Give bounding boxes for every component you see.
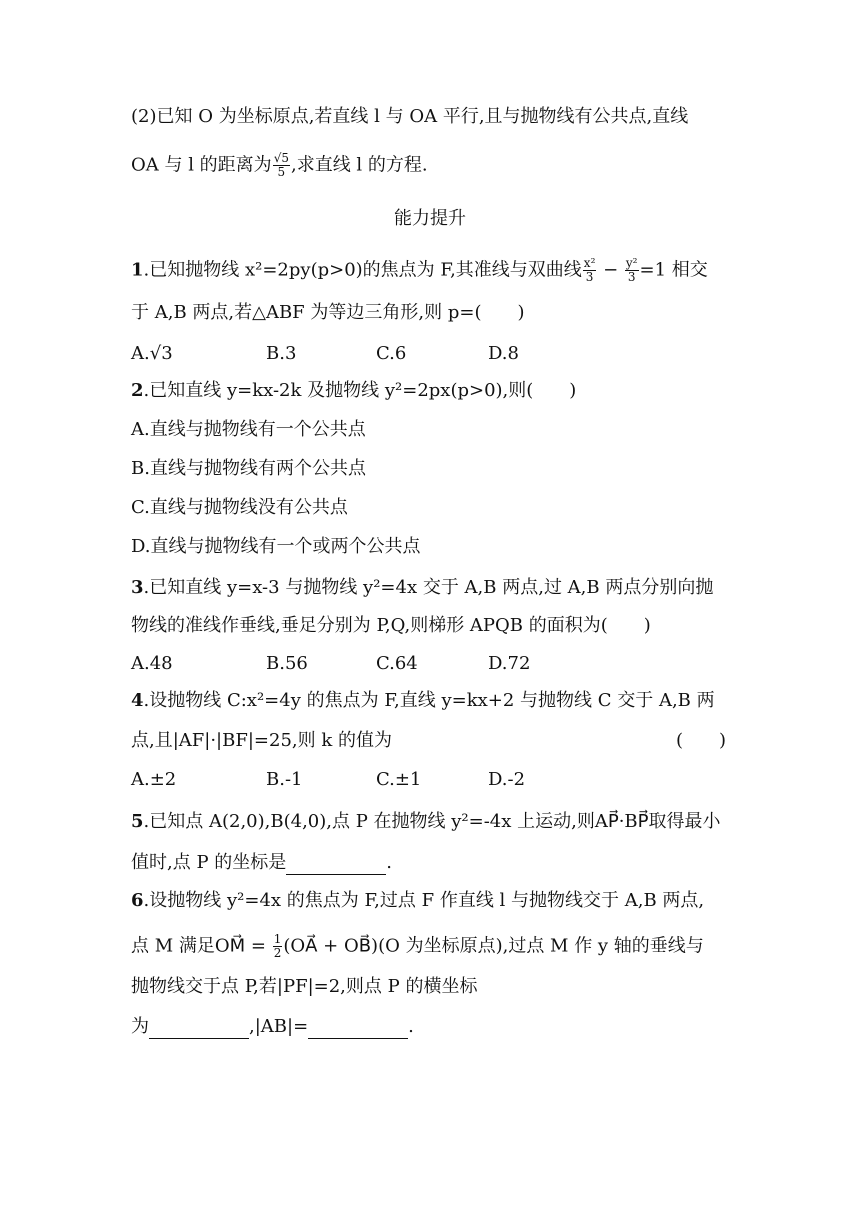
question-5-text-2: 值时,点 P 的坐标是 [131, 852, 287, 873]
prev-question-text-a: OA 与 l 的距离为 [131, 154, 272, 176]
question-6-line-1 [131, 889, 740, 913]
question-2-option-d: D.直线与抛物线有一个或两个公共点 [131, 536, 421, 557]
question-1-option-d: D.8 [488, 343, 519, 364]
question-4-answer-paren: ( ) [676, 730, 727, 751]
question-1-text-b: =1 相交 [639, 259, 708, 281]
question-3-option-b: B.56 [266, 653, 308, 674]
question-4-number: 4 [131, 690, 144, 711]
fraction-x2-over-3 [583, 257, 597, 284]
question-3-option-d: D.72 [488, 653, 531, 674]
question-6-line-2 [131, 933, 740, 960]
question-4-option-a: A.±2 [131, 769, 177, 790]
question-2-option-c: C.直线与抛物线没有公共点 [131, 497, 348, 518]
answer-blank [286, 856, 386, 875]
question-4-line-1 [131, 689, 740, 713]
fraction-numerator: 1 [273, 932, 282, 946]
question-2-option-b: B.直线与抛物线有两个公共点 [131, 458, 366, 479]
question-6-text-c: 为 [131, 1016, 149, 1037]
fraction-denominator: 2 [273, 946, 282, 960]
question-1-line-2: 于 A,B 两点,若△ABF 为等边三角形,则 p=( ) [131, 302, 525, 323]
fraction-sqrt5-over-5 [273, 152, 290, 179]
fraction-one-half [273, 933, 283, 960]
question-4-text: .设抛物线 C:x²=4y 的焦点为 F,直线 y=kx+2 与抛物线 C 交于 A,B 两 [143, 690, 715, 711]
question-1-number: 1 [131, 259, 144, 281]
question-6-number: 6 [131, 890, 144, 911]
question-5-line-1 [131, 810, 740, 834]
fraction-numerator: √5 [273, 151, 289, 165]
question-4-line-2: 点,且|AF|·|BF|=25,则 k 的值为 [131, 730, 392, 751]
question-1-option-b: B.3 [266, 343, 297, 364]
answer-blank [149, 1020, 249, 1039]
question-5-number: 5 [131, 811, 144, 832]
question-6-text-b: (OA⃗ + OB⃗)(O 为坐标原点),过点 M 作 y 轴的垂线与 [283, 935, 704, 957]
fraction-denominator: 5 [277, 165, 286, 179]
question-6-text-a: 点 M 满足OM⃗ = [131, 935, 272, 957]
question-4-option-b: B.-1 [266, 769, 303, 790]
question-2-number: 2 [131, 380, 144, 401]
question-4-option-c: C.±1 [376, 769, 422, 790]
prev-question-line-1: (2)已知 O 为坐标原点,若直线 l 与 OA 平行,且与抛物线有公共点,直线 [131, 106, 689, 127]
question-5-period: . [386, 852, 393, 873]
fraction-denominator: 3 [585, 270, 594, 284]
question-2-line-1 [131, 379, 740, 403]
question-1-option-c: C.6 [376, 343, 407, 364]
question-3-text: .已知直线 y=x-3 与抛物线 y²=4x 交于 A,B 两点,过 A,B 两点分别向抛 [143, 577, 714, 598]
fraction-denominator: 3 [627, 270, 636, 284]
fraction-numerator: y² [625, 256, 638, 270]
question-6-period: . [408, 1016, 414, 1037]
question-5-line-2 [131, 851, 740, 875]
question-3-line-1 [131, 576, 740, 600]
fraction-y2-over-3 [625, 257, 639, 284]
question-1-line-1 [131, 257, 740, 284]
prev-question-text-b: ,求直线 l 的方程. [290, 154, 428, 176]
minus-sign: − [597, 259, 624, 281]
question-4-option-d: D.-2 [488, 769, 526, 790]
question-1-option-a: A.√3 [131, 343, 173, 364]
prev-question-line-2 [131, 152, 740, 179]
question-2-text: .已知直线 y=kx-2k 及抛物线 y²=2px(p>0),则( ) [143, 380, 577, 401]
question-3-number: 3 [131, 577, 144, 598]
question-6-text: .设抛物线 y²=4x 的焦点为 F,过点 F 作直线 l 与抛物线交于 A,B 两点, [143, 890, 705, 911]
question-6-text-d: ,|AB|= [249, 1016, 309, 1037]
question-2-option-a: A.直线与抛物线有一个公共点 [131, 419, 366, 440]
question-6-line-4 [131, 1015, 740, 1039]
section-title: 能力提升 [394, 208, 466, 229]
fraction-numerator: x² [583, 256, 596, 270]
question-1-text-a: .已知抛物线 x²=2py(p>0)的焦点为 F,其准线与双曲线 [143, 259, 582, 281]
question-3-option-c: C.64 [376, 653, 418, 674]
answer-blank [308, 1020, 408, 1039]
question-6-line-3: 抛物线交于点 P,若|PF|=2,则点 P 的横坐标 [131, 976, 478, 997]
question-3-line-2: 物线的准线作垂线,垂足分别为 P,Q,则梯形 APQB 的面积为( ) [131, 615, 651, 636]
question-5-text: .已知点 A(2,0),B(4,0),点 P 在抛物线 y²=-4x 上运动,则AP⃗·BP⃗取得最小 [143, 811, 721, 832]
question-3-option-a: A.48 [131, 653, 173, 674]
